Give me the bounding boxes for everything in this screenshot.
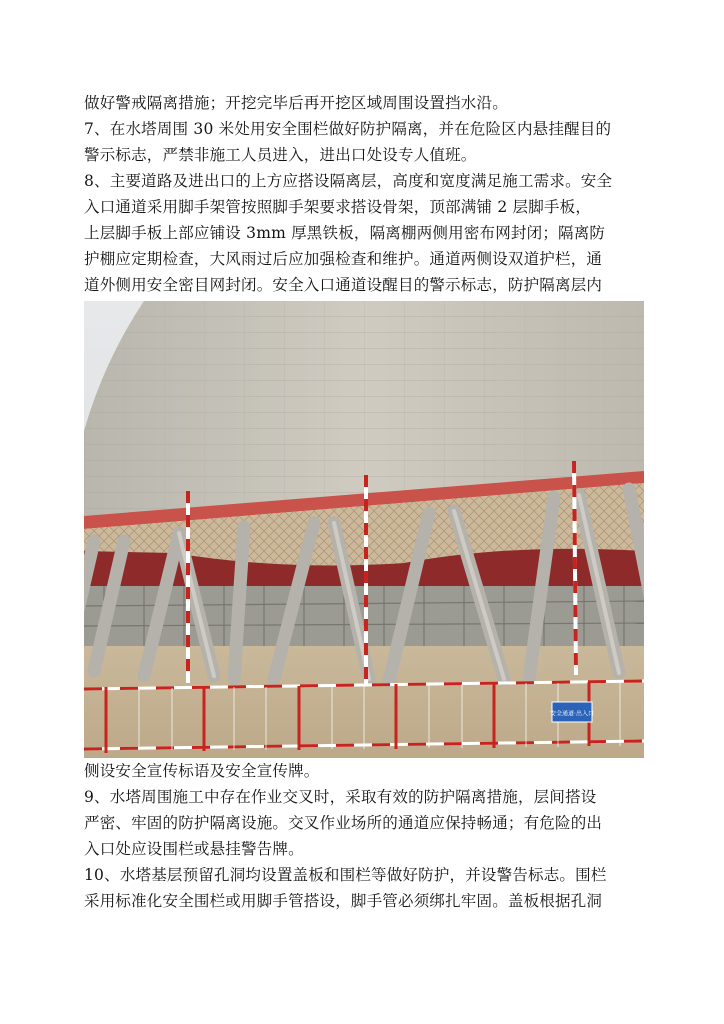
safety-sign-text: 安全通道·出入口: [550, 710, 594, 718]
text-line: 采用标准化安全围栏或用脚手管搭设，脚手管必须绑扎牢固。盖板根据孔洞: [84, 892, 603, 910]
text-line: 护棚应定期检查，大风雨过后应加强检查和维护。通道两侧设双道护栏，通: [84, 250, 603, 268]
text-line: 做好警戒隔离措施；开挖完毕后再开挖区域周围设置挡水沿。: [84, 94, 508, 112]
bottom-text: [84, 758, 644, 914]
cooling-tower-photo: [84, 301, 644, 758]
text-line: 严密、牢固的防护隔离设施。交叉作业场所的通道应保持畅通；有危险的出: [84, 814, 603, 832]
top-text: [84, 90, 644, 298]
text-line: 9、水塔周围施工中存在作业交叉时，采取有效的防护隔离措施，层间搭设: [84, 788, 597, 806]
text-line: 7、在水塔周围 30 米处用安全围栏做好防护隔离，并在危险区内悬挂醒目的: [84, 120, 612, 138]
text-line: 上层脚手板上部应铺设 3mm 厚黑铁板，隔离棚两侧用密布网封闭；隔离防: [84, 224, 606, 242]
text-line: 8、主要道路及进出口的上方应搭设隔离层，高度和宽度满足施工需求。安全: [84, 172, 613, 190]
text-line: 入口通道采用脚手架管按照脚手架要求搭设骨架，顶部满铺 2 层脚手板，: [84, 198, 592, 216]
text-line: 道外侧用安全密目网封闭。安全入口通道设醒目的警示标志，防护隔离层内: [84, 276, 603, 294]
text-line: 入口处应设围栏或悬挂警告牌。: [84, 840, 304, 858]
text-line: 侧设安全宣传标语及安全宣传牌。: [84, 762, 320, 780]
text-line: 警示标志，严禁非施工人员进入，进出口处设专人值班。: [84, 146, 477, 164]
text-line: 10、水塔基层预留孔洞均设置盖板和围栏等做好防护，并设警告标志。围栏: [84, 866, 607, 884]
